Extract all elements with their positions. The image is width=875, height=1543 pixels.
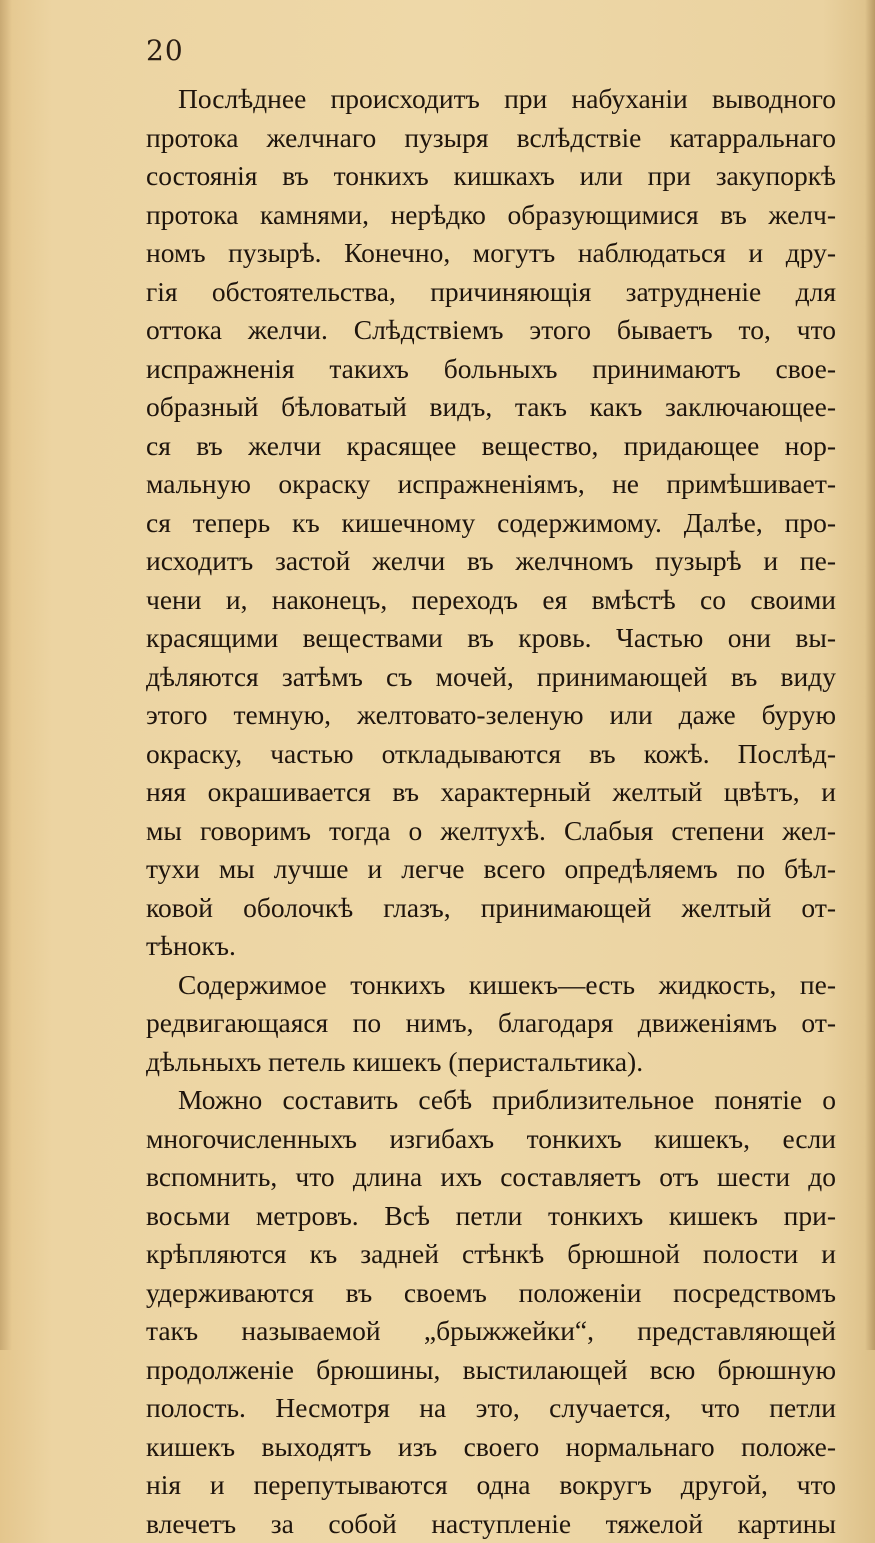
text-line: няя окрашивается въ характерный желтый цвѣтъ, и: [146, 773, 836, 812]
text-line: мальную окраску испражненіямъ, не примѣшивает-: [146, 465, 836, 504]
text-line: протока камнями, нерѣдко образующимися въ желч-: [146, 196, 836, 235]
text-line: дѣляются затѣмъ съ мочей, принимающей въ виду: [146, 658, 836, 697]
page-right-shadow: [865, 0, 875, 1350]
text-line: красящими веществами въ кровь. Частью они вы-: [146, 619, 836, 658]
text-line: кишекъ выходятъ изъ своего нормальнаго положе-: [146, 1428, 836, 1467]
text-line: тѣнокъ.: [146, 927, 836, 966]
text-line: окраску, частью откладываются въ кожѣ. Послѣд-: [146, 735, 836, 774]
text-line: Можно составить себѣ приблизительное понятіе о: [146, 1081, 836, 1120]
text-line: многочисленныхъ изгибахъ тонкихъ кишекъ, если: [146, 1120, 836, 1159]
text-line: этого темную, желтовато-зеленую или даже бурую: [146, 696, 836, 735]
text-line: восьми метровъ. Всѣ петли тонкихъ кишекъ при-: [146, 1197, 836, 1236]
text-line: Содержимое тонкихъ кишекъ—есть жидкость, пе-: [146, 966, 836, 1005]
text-line: вспомнить, что длина ихъ составляетъ отъ шести до: [146, 1158, 836, 1197]
text-line: мы говоримъ тогда о желтухѣ. Слабыя степени жел-: [146, 812, 836, 851]
text-line: оттока желчи. Слѣдствіемъ этого бываетъ то, что: [146, 311, 836, 350]
text-line: такъ называемой „брыжжейки“, представляющей: [146, 1312, 836, 1351]
text-line: испражненія такихъ больныхъ принимаютъ свое-: [146, 350, 836, 389]
text-line: ся теперь къ кишечному содержимому. Далѣе, про-: [146, 504, 836, 543]
text-line: состоянія въ тонкихъ кишкахъ или при закупоркѣ: [146, 157, 836, 196]
text-line: гія обстоятельства, причиняющія затрудненіе для: [146, 273, 836, 312]
text-line: исходитъ застой желчи въ желчномъ пузырѣ и пе-: [146, 542, 836, 581]
text-line: чени и, наконецъ, переходъ ея вмѣстѣ со своими: [146, 581, 836, 620]
text-line: редвигающаяся по нимъ, благодаря движеніямъ от-: [146, 1004, 836, 1043]
text-line: полость. Несмотря на это, случается, что петли: [146, 1389, 836, 1428]
text-line: дѣльныхъ петель кишекъ (перистальтика).: [146, 1043, 836, 1082]
page-number: 20: [146, 34, 184, 67]
text-line: продолженіе брюшины, выстилающей всю брюшную: [146, 1351, 836, 1390]
text-line: нія и перепутываются одна вокругъ другой, что: [146, 1466, 836, 1505]
text-line: номъ пузырѣ. Конечно, могутъ наблюдаться и дру-: [146, 234, 836, 273]
page-left-shadow: [0, 0, 12, 1350]
text-line: образный бѣловатый видъ, такъ какъ заключающее-: [146, 388, 836, 427]
text-line: ся въ желчи красящее вещество, придающее нор-: [146, 427, 836, 466]
text-line: тухи мы лучше и легче всего опредѣляемъ по бѣл-: [146, 850, 836, 889]
text-line: влечетъ за собой наступленіе тяжелой картины: [146, 1505, 836, 1543]
text-line: протока желчнаго пузыря вслѣдствіе катарральнаго: [146, 119, 836, 158]
text-line: удерживаются въ своемъ положеніи посредствомъ: [146, 1274, 836, 1313]
text-line: крѣпляются къ задней стѣнкѣ брюшной полости и: [146, 1235, 836, 1274]
text-line: Послѣднее происходитъ при набуханіи выводного: [146, 80, 836, 119]
body-text: [146, 80, 836, 1543]
text-line: ковой оболочкѣ глазъ, принимающей желтый от-: [146, 889, 836, 928]
